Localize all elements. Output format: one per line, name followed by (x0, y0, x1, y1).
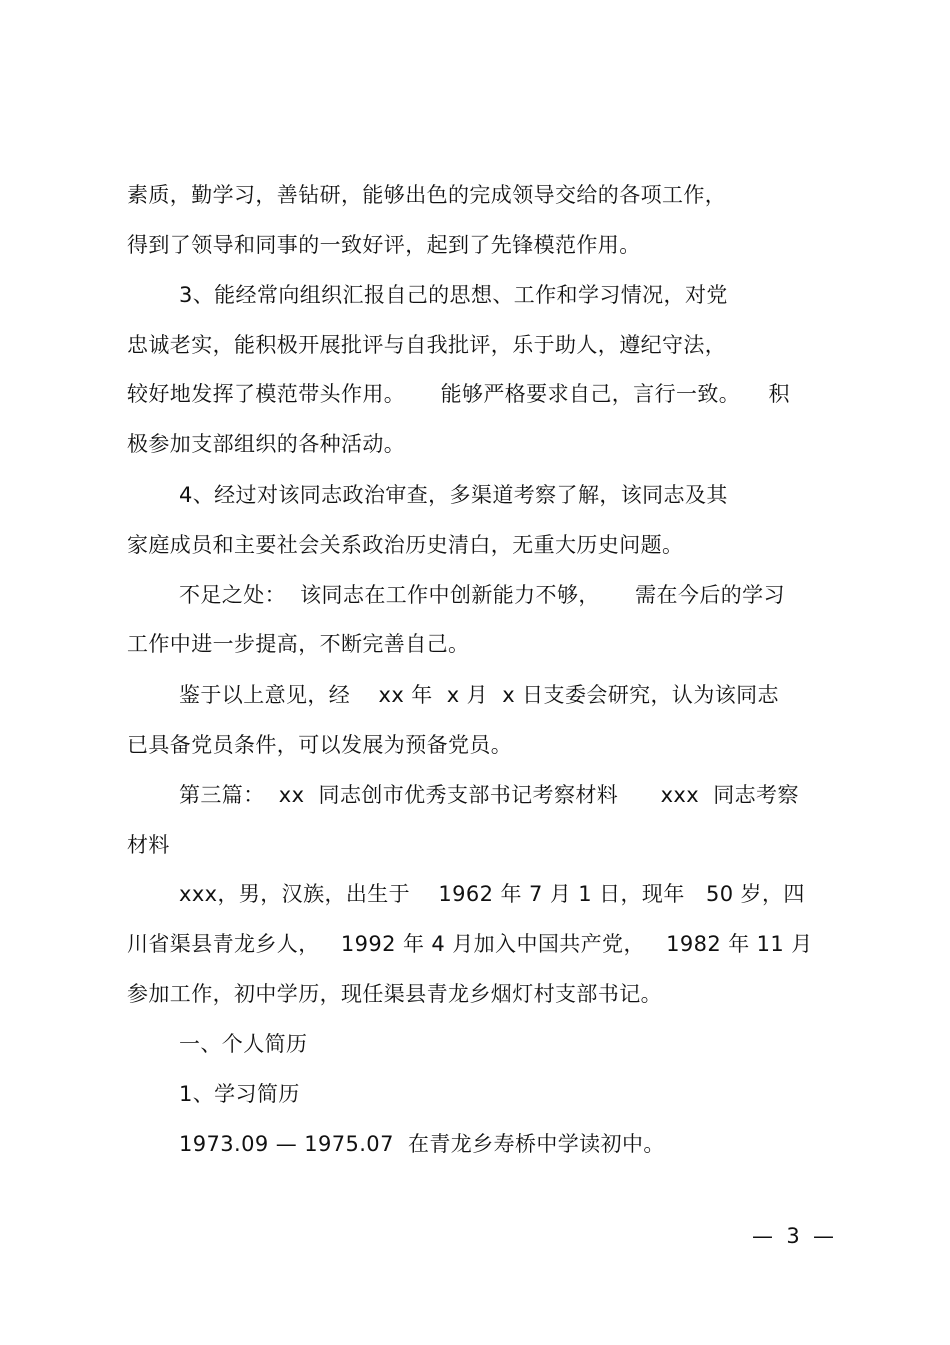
subsection-heading: 1、学习简历 (179, 1082, 300, 1106)
text-line: 已具备党员条件，可以发展为预备党员。 (127, 733, 513, 757)
text-line: 4、经过对该同志政治审查，多渠道考察了解，该同志及其 (179, 483, 728, 507)
text-line: 忠诚老实，能积极开展批评与自我批评，乐于助人，遵纪守法， (127, 333, 727, 357)
text-line: 极参加支部组织的各种活动。 (127, 432, 406, 456)
text-line: 3、能经常向组织汇报自己的思想、工作和学习情况，对党 (179, 283, 728, 307)
text-line: 较好地发挥了模范带头作用。 能够严格要求自己，言行一致。 积 (127, 382, 790, 406)
text-line: 鉴于以上意见，经 xx 年 x 月 x 日支委会研究，认为该同志 (179, 683, 779, 707)
text-line: xxx，男，汉族，出生于 1962 年 7 月 1 日，现年 50 岁，四 (179, 882, 805, 906)
text-line: 素质，勤学习，善钻研，能够出色的完成领导交给的各项工作， (127, 183, 727, 207)
text-line: 得到了领导和同事的一致好评，起到了先锋模范作用。 (127, 233, 641, 257)
text-line: 家庭成员和主要社会关系政治历史清白，无重大历史问题。 (127, 533, 684, 557)
text-line: 参加工作，初中学历，现任渠县青龙乡烟灯村支部书记。 (127, 982, 662, 1006)
text-line: 川省渠县青龙乡人， 1992 年 4 月加入中国共产党， 1982 年 11 月 (127, 932, 813, 956)
page-number: — 3 — (752, 1224, 835, 1248)
section-heading: 一、个人简历 (179, 1032, 308, 1056)
text-line: 第三篇： xx 同志创市优秀支部书记考察材料 xxx 同志考察 (179, 783, 799, 807)
text-line: 工作中进一步提高，不断完善自己。 (127, 632, 470, 656)
text-line: 不足之处： 该同志在工作中创新能力不够， 需在今后的学习 (179, 583, 785, 607)
text-line: 1973.09 — 1975.07 在青龙乡寿桥中学读初中。 (179, 1132, 665, 1156)
text-line: 材料 (127, 833, 170, 857)
